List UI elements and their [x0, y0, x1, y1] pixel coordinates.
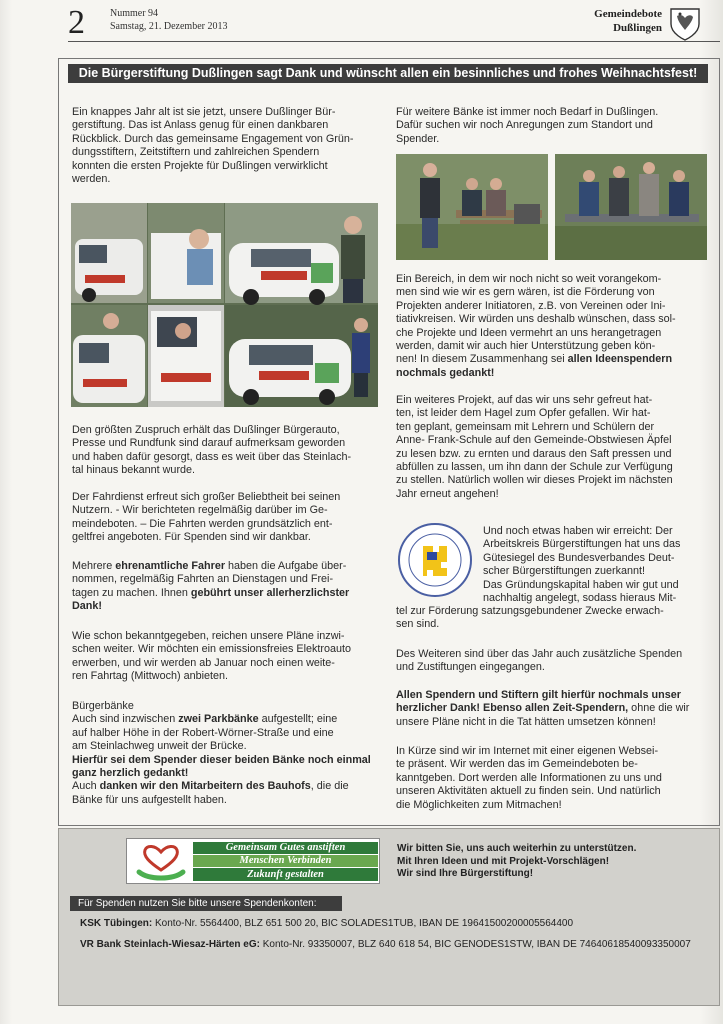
- support-appeal: [397, 843, 707, 881]
- text-line: Jahr erneut angehen!: [396, 487, 499, 500]
- text-line: unsere Pläne nicht in die Tat hätten umsetzen können!: [396, 715, 656, 728]
- text-line: Rückblick. Durch das gemeinsame Engagement von Grün-: [72, 132, 354, 145]
- text-line: [396, 689, 708, 702]
- text-line: scher Bürgerstiftungen zuerkannt!: [483, 565, 646, 578]
- text-span: haben die Aufgabe über-: [225, 560, 347, 572]
- text-line: [396, 353, 708, 366]
- text-line: Das Gründungskapital haben wir gut und: [483, 578, 679, 591]
- text-line: [72, 754, 380, 767]
- right-para-7: [396, 745, 708, 812]
- text-line: Ein knappes Jahr alt ist sie jetzt, unsere Dußlinger Bür-: [72, 106, 336, 118]
- bold-text: zwei Parkbänke: [178, 713, 259, 726]
- text-line: Anne- Frank-Schule auf den Gemeinde-Obstwiesen Äpfel: [396, 434, 672, 447]
- text-line: Spender.: [396, 132, 440, 145]
- donation-heading: Für Spenden nutzen Sie bitte unsere Spendenkonten:: [70, 896, 342, 911]
- text-line: Wir bitten Sie, uns auch weiterhin zu unterstützen.: [397, 843, 637, 854]
- text-line: men sind wie wir es gern wären, ist die Förderung von: [396, 286, 655, 299]
- text-line: geltfrei angeboten. Für Spenden sind wir dankbar.: [72, 531, 311, 544]
- left-para-2: [72, 491, 380, 545]
- text-line: Ein weiteres Projekt, auf das wir uns sehr gefreut hat-: [396, 394, 653, 406]
- text-line: unseren Aktivitäten aktuell zu finden sein. Und natürlich: [396, 785, 661, 798]
- text-line: tal hinaus bekannt wurde.: [72, 464, 196, 477]
- text-span: Auch sind inzwischen: [72, 713, 179, 726]
- text-line: [72, 600, 380, 613]
- text-line: [72, 587, 380, 600]
- right-para-1: [396, 106, 708, 146]
- text-line: meindeboten. – Die Fahrten werden grundsätzlich ent-: [72, 517, 333, 530]
- text-line: Projekten anderer Initiatoren, z.B. von Vereinen oder Ini-: [396, 299, 666, 312]
- right-para-4a: [483, 525, 708, 605]
- text-line: Dafür suchen wir noch Anregungen zum Standort und: [396, 119, 653, 132]
- text-line: Nutzern. - Wir berichteten regelmäßig darüber im Ge-: [72, 504, 328, 517]
- bank-account-ksk: [80, 918, 573, 930]
- bank-account-vr: [80, 939, 691, 951]
- text-line: Für weitere Bänke ist immer noch Bedarf in Dußlingen.: [396, 106, 659, 118]
- text-line: konnten die ersten Projekte für Dußlingen verwirklicht: [72, 159, 328, 172]
- bold-text: nochmals gedankt!: [396, 366, 495, 379]
- text-line: Arbeitskreis Bürgerstiftungen hat uns das: [483, 538, 681, 551]
- text-line: Gütesiegel des Bundesverbandes Deut-: [483, 551, 675, 564]
- right-para-6: [396, 689, 708, 729]
- section-heading: Bürgerbänke: [72, 700, 134, 712]
- text-line: Ein Bereich, in dem wir noch nicht so weit vorangekom-: [396, 273, 662, 285]
- account-details: Konto-Nr. 5564400, BLZ 651 500 20, BIC SOLADES1TUB, IBAN DE 19641500200005564400: [152, 918, 574, 929]
- right-para-4b: [396, 605, 708, 632]
- left-intro: [72, 106, 380, 186]
- bold-text: gebührt unser allerherzlichster: [190, 586, 350, 599]
- text-span: aufgestellt; eine: [258, 713, 338, 726]
- logo-slogan-2: Menschen Verbinden: [193, 855, 378, 867]
- bold-text: allen Ideenspendern: [567, 353, 673, 366]
- text-line: Wir sind Ihre Bürgerstiftung!: [397, 868, 534, 879]
- text-line: te präsent. Wir werden das im Gemeindeboten be-: [396, 758, 638, 771]
- text-line: [72, 780, 380, 793]
- bench-photo-2: [555, 154, 707, 260]
- left-para-4: [72, 630, 380, 684]
- text-line: che Projekte und Ideen vermehrt an uns herangetragen: [396, 326, 662, 339]
- bold-text: ehrenamtliche Fahrer: [115, 560, 226, 572]
- text-line: dungsstiftern, Zeitstiftern und zahlreichen Spendern: [72, 146, 320, 159]
- text-line: und Zustiftungen eingegangen.: [396, 661, 545, 674]
- text-line: schen weiter. Wir möchten ein emissionsfreies Elektroauto: [72, 643, 352, 656]
- text-line: ren Fahrtag (Mittwoch) anbieten.: [72, 670, 229, 683]
- text-line: In Kürze sind wir im Internet mit einer eigenen Websei-: [396, 745, 659, 757]
- publication-name: Gemeindebote: [594, 8, 662, 20]
- text-span: Mehrere: [72, 560, 116, 572]
- text-line: zu stellen. Natürlich wollen wir dieses Projekt im nächsten: [396, 474, 673, 487]
- text-line: sen sind.: [396, 618, 440, 631]
- text-line: die Möglichkeiten zum Mitmachen!: [396, 798, 562, 811]
- text-line: [72, 713, 380, 726]
- text-span: Auch: [72, 780, 100, 793]
- article-headline: Die Bürgerstiftung Dußlingen sagt Dank und wünscht allen ein besinnliches und frohes Weihnachtsfest!: [68, 64, 708, 83]
- issue-number: Nummer 94: [110, 8, 159, 19]
- coat-of-arms-icon: [668, 6, 702, 42]
- text-line: kanntgeben. Dort werden alle Informationen zu uns und: [396, 771, 662, 784]
- bold-text: danken wir den Mitarbeitern des Bauhofs: [99, 780, 311, 793]
- text-span: , die die: [310, 780, 349, 793]
- text-line: ten, ist leider dem Hagel zum Opfer gefallen. Wir hat-: [396, 407, 651, 420]
- text-line: werden, damit wir auch hier Unterstützung geben kön-: [396, 340, 656, 353]
- text-line: am Steinlachweg unweit der Brücke.: [72, 740, 247, 753]
- text-span: ohne die wir: [628, 702, 690, 715]
- text-line: Des Weiteren sind über das Jahr auch zusätzliche Spenden: [396, 648, 683, 660]
- left-para-3: [72, 560, 380, 614]
- text-line: Der Fahrdienst erfreut sich großer Beliebtheit bei seinen: [72, 491, 341, 503]
- issue-date: Samstag, 21. Dezember 2013: [110, 21, 228, 32]
- left-para-1: [72, 424, 380, 478]
- text-span: nen! In diesem Zusammenhang sei: [396, 353, 568, 366]
- text-line: Und noch etwas haben wir erreicht: Der: [483, 525, 673, 537]
- text-line: tel zur Förderung satzungsgebundener Zwecke erwach-: [396, 605, 664, 617]
- text-line: [396, 702, 708, 715]
- text-line: [396, 367, 708, 380]
- text-line: Wie schon bekanntgegeben, reichen unsere Pläne inzwi-: [72, 630, 345, 642]
- car-photo-collage: [71, 203, 378, 407]
- text-line: Den größten Zuspruch erhält das Dußlinger Bürgerauto,: [72, 424, 340, 436]
- text-line: gerstiftung. Das ist Anlass genug für einen dankbaren: [72, 119, 329, 132]
- text-line: werden.: [72, 173, 111, 186]
- text-line: Bänke für uns aufgestellt haben.: [72, 793, 227, 806]
- text-line: ten geplant, gemeinsam mit Lehrern und Schülern der: [396, 420, 655, 433]
- bold-text: herzlicher Dank! Ebenso allen Zeit-Spendern,: [396, 702, 629, 715]
- page-number: 2: [68, 4, 85, 41]
- text-line: erwerben, und wir werden ab Januar noch einen weite-: [72, 656, 335, 669]
- bold-text: ganz herzlich gedankt!: [72, 767, 189, 780]
- text-line: abfüllen zu lassen, um ihn dann der Schule zur Verfügung: [396, 461, 673, 474]
- text-line: tiativkreisen. Wir würden uns deshalb wünschen, dass sol-: [396, 313, 676, 326]
- bench-photo-1: [396, 154, 548, 260]
- heart-hands-icon: [131, 840, 191, 884]
- bold-text: Allen Spendern und Stiftern gilt hierfür nochmals unser: [396, 689, 681, 701]
- text-line: zu lesen bzw. zu ernten und daraus den Saft pressen und: [396, 447, 672, 460]
- quality-seal-icon: [397, 522, 473, 598]
- right-para-2: [396, 273, 708, 380]
- text-span: tagen zu machen. Ihnen: [72, 586, 191, 599]
- text-line: nachhaltig angelegt, sodass hieraus Mit-: [483, 592, 677, 605]
- bank-name: KSK Tübingen:: [80, 918, 153, 929]
- logo-slogan-3: Zukunft gestalten: [193, 868, 378, 881]
- bold-text: Hierfür sei dem Spender dieser beiden Bänke noch einmal: [72, 753, 371, 766]
- benches-section: [72, 700, 380, 807]
- bank-name: VR Bank Steinlach-Wiesaz-Härten eG:: [80, 939, 260, 950]
- right-para-5: [396, 648, 708, 675]
- bold-text: Dank!: [72, 600, 102, 613]
- text-line: [72, 560, 380, 573]
- text-line: [72, 767, 380, 780]
- text-line: Mit Ihren Ideen und mit Projekt-Vorschlägen!: [397, 855, 610, 867]
- text-line: auf halber Höhe in der Robert-Wörner-Straße und eine: [72, 726, 334, 739]
- text-line: und haben dafür gesorgt, dass es weit über das Steinlach-: [72, 450, 352, 463]
- publication-place: Dußlingen: [613, 22, 662, 34]
- page-header: [68, 4, 720, 50]
- header-rule: [68, 41, 720, 42]
- text-line: Presse und Rundfunk sind darauf aufmerksam geworden: [72, 437, 346, 450]
- logo-slogan-1: Gemeinsam Gutes anstiften: [193, 842, 378, 854]
- text-line: nommen, regelmäßig Fahrten an Dienstagen und Frei-: [72, 573, 334, 586]
- account-details: Konto-Nr. 93350007, BLZ 640 618 54, BIC GENODES1STW, IBAN DE 74640618540093350007: [259, 939, 691, 950]
- right-para-3: [396, 394, 708, 501]
